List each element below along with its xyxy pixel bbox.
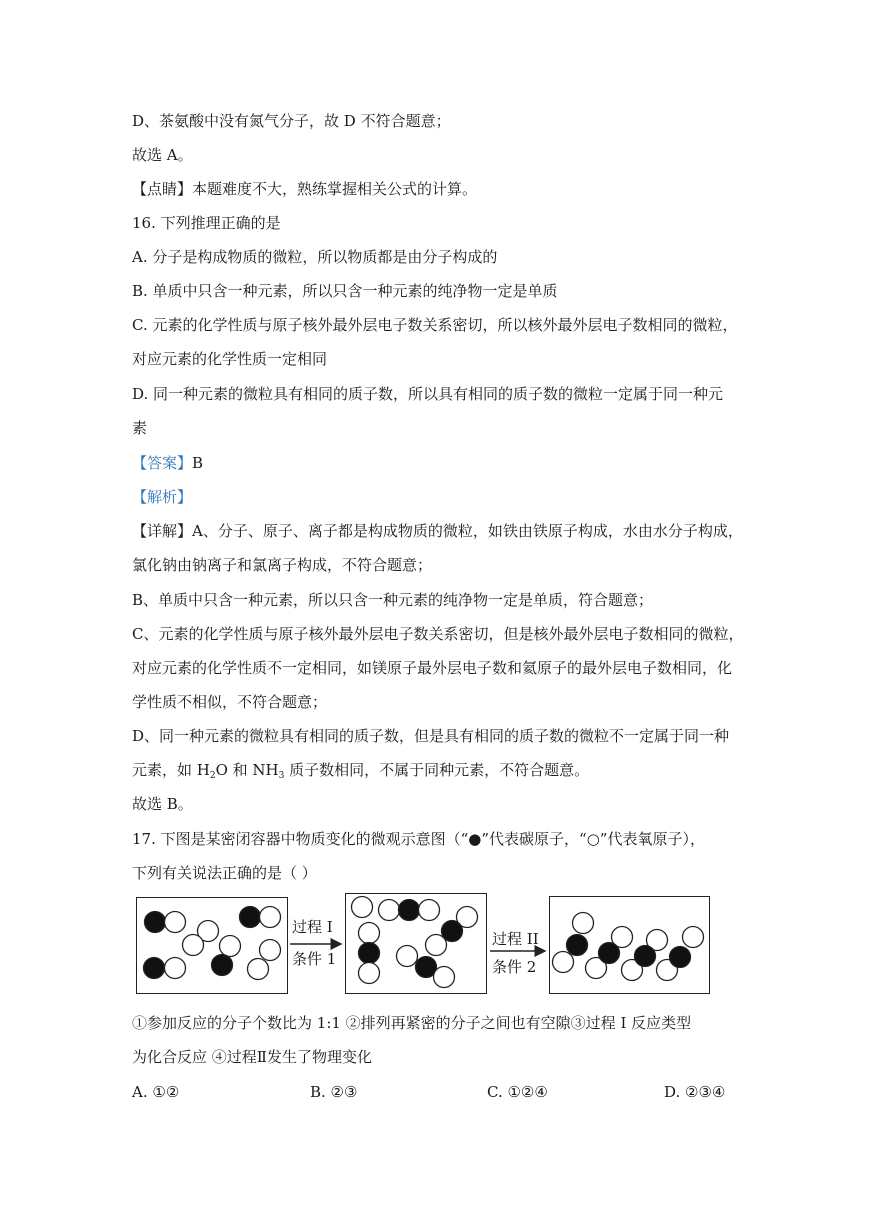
q17-stem-line2: 下列有关说法正确的是（ ） (132, 864, 317, 882)
q16-analysis-tag: 【解析】 (132, 488, 193, 506)
prev-line-d: D、茶氨酸中没有氮气分子，故 D 不符合题意； (132, 112, 451, 130)
answer-value: B (192, 454, 204, 472)
carbon-atom (399, 900, 420, 921)
oxygen-atom (419, 900, 440, 921)
oxygen-atom (359, 923, 380, 944)
oxygen-atom (260, 940, 281, 961)
oxygen-atom (165, 912, 186, 933)
oxygen-atom (220, 936, 241, 957)
answer-tag: 【答案】 (132, 454, 193, 472)
q17-option-a: A. ①② (132, 1083, 180, 1101)
h2o-subscript: 2 (209, 771, 216, 781)
q16-detail-d-line1: D、同一种元素的微粒具有相同的质子数，但是具有相同的质子数的微粒不一定属于同一种 (132, 727, 730, 745)
detail-d-mid: O 和 NH (215, 761, 279, 779)
oxygen-atom (248, 959, 269, 980)
q16-detail-c-line3: 学性质不相似，不符合题意； (132, 693, 328, 711)
q16-detail-c-line2: 对应元素的化学性质不一定相同，如镁原子最外层电子数和氦原子的最外层电子数相同，化 (132, 659, 733, 677)
prev-select: 故选 A。 (132, 146, 193, 164)
q16-select: 故选 B。 (132, 795, 193, 813)
detail-d-post: 质子数相同，不属于同种元素，不符合题意。 (284, 761, 590, 779)
q16-option-d-line2: 素 (132, 419, 148, 437)
process2-condition: 条件 2 (492, 958, 537, 976)
nh3-subscript: 3 (278, 771, 285, 781)
process1-label: 过程 I (292, 918, 333, 936)
q16-option-c-line2: 对应元素的化学性质一定相同 (132, 350, 328, 368)
oxygen-atom (683, 927, 704, 948)
carbon-atom (635, 946, 656, 967)
carbon-atom (670, 947, 691, 968)
oxygen-atom (553, 952, 574, 973)
q16-option-b: B. 单质中只含一种元素，所以只含一种元素的纯净物一定是单质 (132, 282, 558, 300)
q16-option-d-line1: D. 同一种元素的微粒具有相同的质子数，所以具有相同的质子数的微粒一定属于同一种元 (132, 385, 724, 403)
oxygen-atom (359, 963, 380, 984)
carbon-atom (212, 955, 233, 976)
carbon-atom (240, 907, 261, 928)
oxygen-atom (165, 958, 186, 979)
q17-stem-line1: 17. 下图是某密闭容器中物质变化的微观示意图（“●”代表碳原子，“○”代表氧原子）， (132, 830, 705, 848)
oxygen-atom (260, 907, 281, 928)
q16-option-a: A. 分子是构成物质的微粒，所以物质都是由分子构成的 (132, 248, 498, 266)
detail-a-text: A、分子、原子、离子都是构成物质的微粒，如铁由铁原子构成，水由水分子构成， (192, 522, 743, 540)
oxygen-atom (426, 935, 447, 956)
q16-detail-b: B、单质中只含一种元素，所以只含一种元素的纯净物一定是单质，符合题意； (132, 591, 654, 609)
comment-tag: 【点睛】 (132, 180, 193, 198)
carbon-atom (144, 958, 165, 979)
oxygen-atom (573, 913, 594, 934)
q16-detail-a-line2: 氯化钠由钠离子和氯离子构成，不符合题意； (132, 556, 433, 574)
q16-option-c-line1: C. 元素的化学性质与原子核外最外层电子数关系密切，所以核外最外层电子数相同的微粒， (132, 316, 738, 334)
oxygen-atom (397, 946, 418, 967)
oxygen-atom (183, 935, 204, 956)
detail-d-pre: 元素，如 H (132, 761, 210, 779)
q16-detail-c-line1: C、元素的化学性质与原子核外最外层电子数关系密切，但是核外最外层电子数相同的微粒， (132, 625, 744, 643)
process1-condition: 条件 1 (292, 950, 337, 968)
carbon-atom (567, 935, 588, 956)
carbon-atom (599, 943, 620, 964)
oxygen-atom (434, 967, 455, 988)
q17-option-c: C. ①②④ (487, 1083, 548, 1101)
process2-label: 过程 II (492, 930, 539, 948)
q17-statements-line1: ①参加反应的分子个数比为 1:1 ②排列再紧密的分子之间也有空隙③过程 I 反应类型 (132, 1014, 692, 1032)
q17-option-b: B. ②③ (310, 1083, 358, 1101)
carbon-atom (145, 912, 166, 933)
oxygen-atom (379, 900, 400, 921)
q16-stem: 16. 下列推理正确的是 (132, 214, 281, 232)
q17-option-d: D. ②③④ (664, 1083, 726, 1101)
oxygen-atom (352, 897, 373, 918)
q17-statements-line2: 为化合反应 ④过程Ⅱ发生了物理变化 (132, 1048, 372, 1066)
detail-tag: 【详解】 (132, 522, 193, 540)
comment-text: 本题难度不大，熟练掌握相关公式的计算。 (192, 180, 478, 198)
carbon-atom (359, 943, 380, 964)
